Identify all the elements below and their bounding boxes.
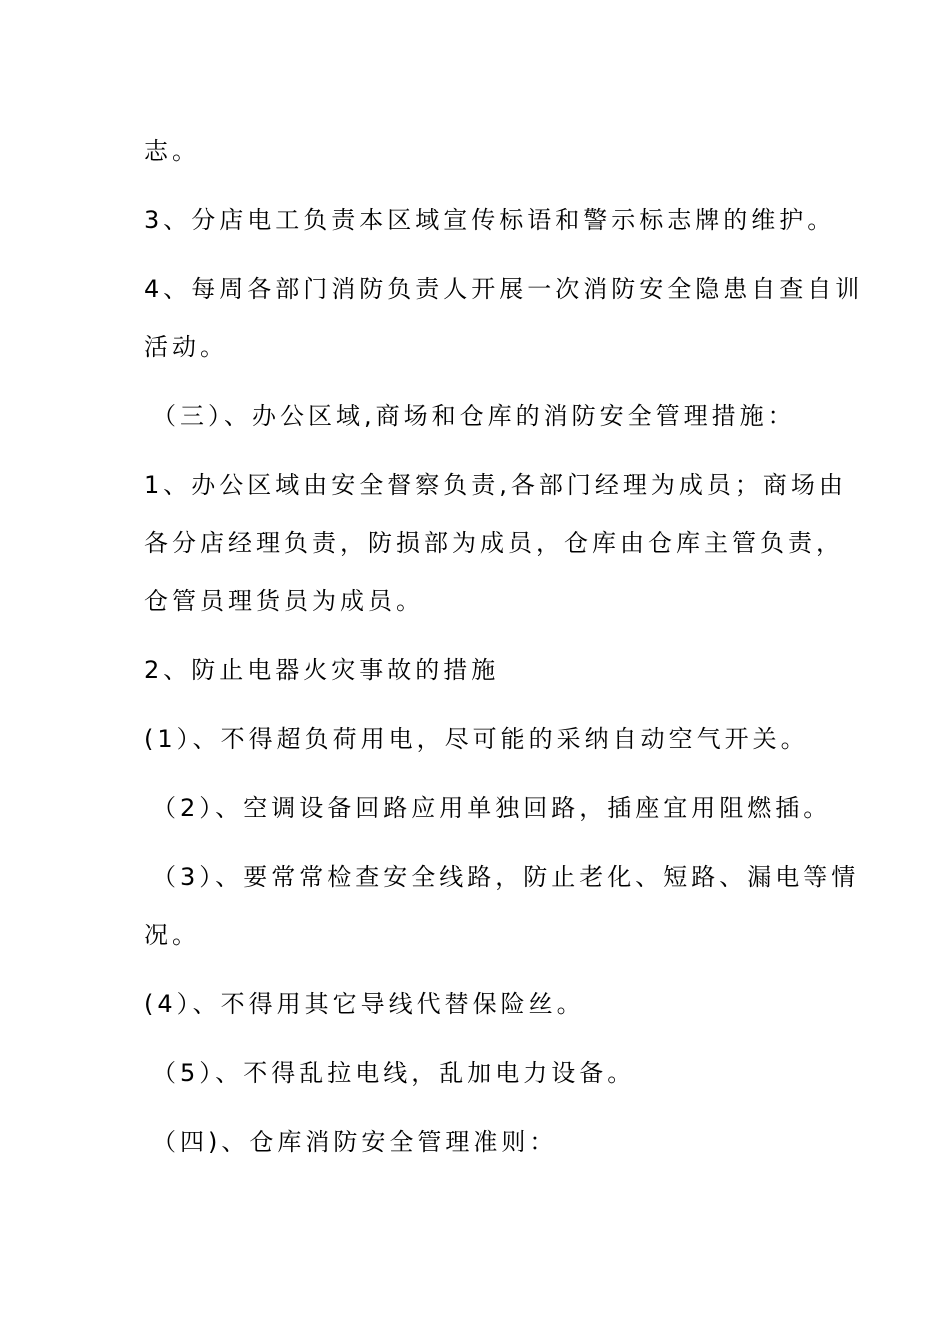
list-item-3: （3）、要常常检查安全线路，防止老化、短路、漏电等情 [152,863,860,891]
text-line-9: 2、防止电器火灾事故的措施 [144,656,500,684]
text-line-4: 活动。 [144,333,228,361]
list-item-2: （2）、空调设备回路应用单独回路，插座宜用阻燃插。 [152,794,832,822]
list-item-1: (1）、不得超负荷用电，尽可能的采纳自动空气开关。 [144,725,809,753]
text-line-6: 1、办公区域由安全督察负责,各部门经理为成员；商场由 [144,471,847,499]
text-line-2: 3、分店电工负责本区域宣传标语和警示标志牌的维护。 [144,206,836,234]
text-line-7: 各分店经理负责，防损部为成员，仓库由仓库主管负责， [144,529,844,557]
list-item-5: （5）、不得乱拉电线，乱加电力设备。 [152,1059,636,1087]
section-heading-4: （四)、仓库消防安全管理准则： [152,1128,558,1156]
list-item-4: (4）、不得用其它导线代替保险丝。 [144,990,585,1018]
text-line-1: 志。 [144,137,200,165]
section-heading-3: （三）、办公区域,商场和仓库的消防安全管理措施： [152,402,796,430]
text-line-8: 仓管员理货员为成员。 [144,587,424,615]
text-line-13: 况。 [144,921,200,949]
text-line-3: 4、每周各部门消防负责人开展一次消防安全隐患自查自训 [144,275,864,303]
